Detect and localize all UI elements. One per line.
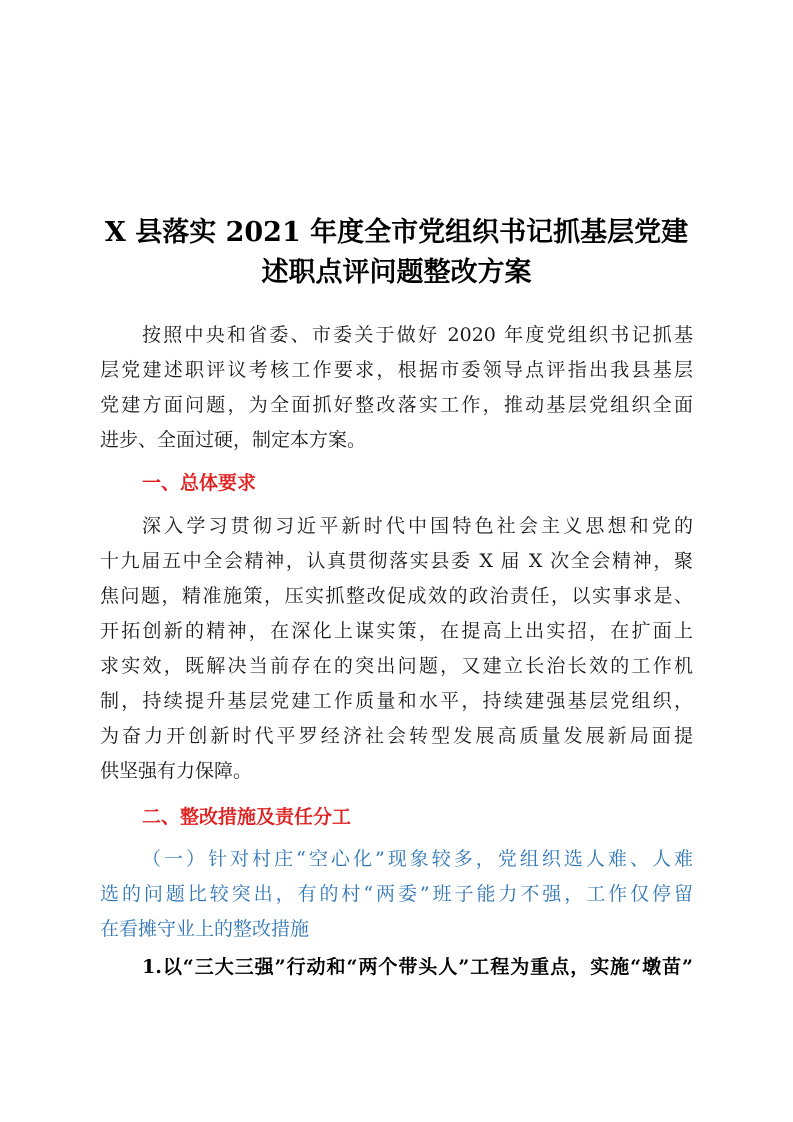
paragraph-line: 供坚强有力保障。 bbox=[100, 760, 253, 782]
subsection-heading-line: 选的问题比较突出，有的村“两委”班子能力不强，工作仅停留 bbox=[100, 883, 693, 905]
paragraph-line: 开拓创新的精神，在深化上谋实策，在提高上出实招，在扩面上 bbox=[100, 620, 693, 642]
item-heading-line: 1.以“三大三强”行动和“两个带头人”工程为重点，实施“墩苗” bbox=[142, 956, 693, 978]
paragraph-line: 焦问题，精准施策，压实抓整改促成效的政治责任，以实事求是、 bbox=[100, 585, 693, 607]
subsection-heading-line: 在看摊守业上的整改措施 bbox=[100, 918, 310, 940]
paragraph-line: 十九届五中全会精神，认真贯彻落实县委 X 届 X 次全会精神，聚 bbox=[100, 550, 693, 572]
intro-line: 按照中央和省委、市委关于做好 2020 年度党组织书记抓基 bbox=[142, 324, 693, 346]
paragraph-line: 求实效，既解决当前存在的突出问题，又建立长治长效的工作机 bbox=[100, 655, 693, 677]
paragraph-line: 制，持续提升基层党建工作质量和水平，持续建强基层党组织， bbox=[100, 690, 693, 712]
section-heading-measures: 二、整改措施及责任分工 bbox=[142, 806, 352, 828]
paragraph-line: 深入学习贯彻习近平新时代中国特色社会主义思想和党的 bbox=[142, 515, 693, 537]
section-heading-general-requirements: 一、总体要求 bbox=[142, 472, 257, 494]
document-title-line-2: 述职点评问题整改方案 bbox=[261, 257, 532, 288]
subsection-heading-line: （一）针对村庄“空心化”现象较多，党组织选人难、人难 bbox=[142, 848, 693, 870]
intro-line: 党建方面问题，为全面抓好整改落实工作，推动基层党组织全面 bbox=[100, 394, 693, 416]
intro-line: 进步、全面过硬，制定本方案。 bbox=[100, 429, 367, 451]
intro-line: 层党建述职评议考核工作要求，根据市委领导点评指出我县基层 bbox=[100, 359, 693, 381]
document-title-line-1: X 县落实 2021 年度全市党组织书记抓基层党建 bbox=[104, 217, 689, 248]
paragraph-line: 为奋力开创新时代平罗经济社会转型发展高质量发展新局面提 bbox=[100, 725, 693, 747]
